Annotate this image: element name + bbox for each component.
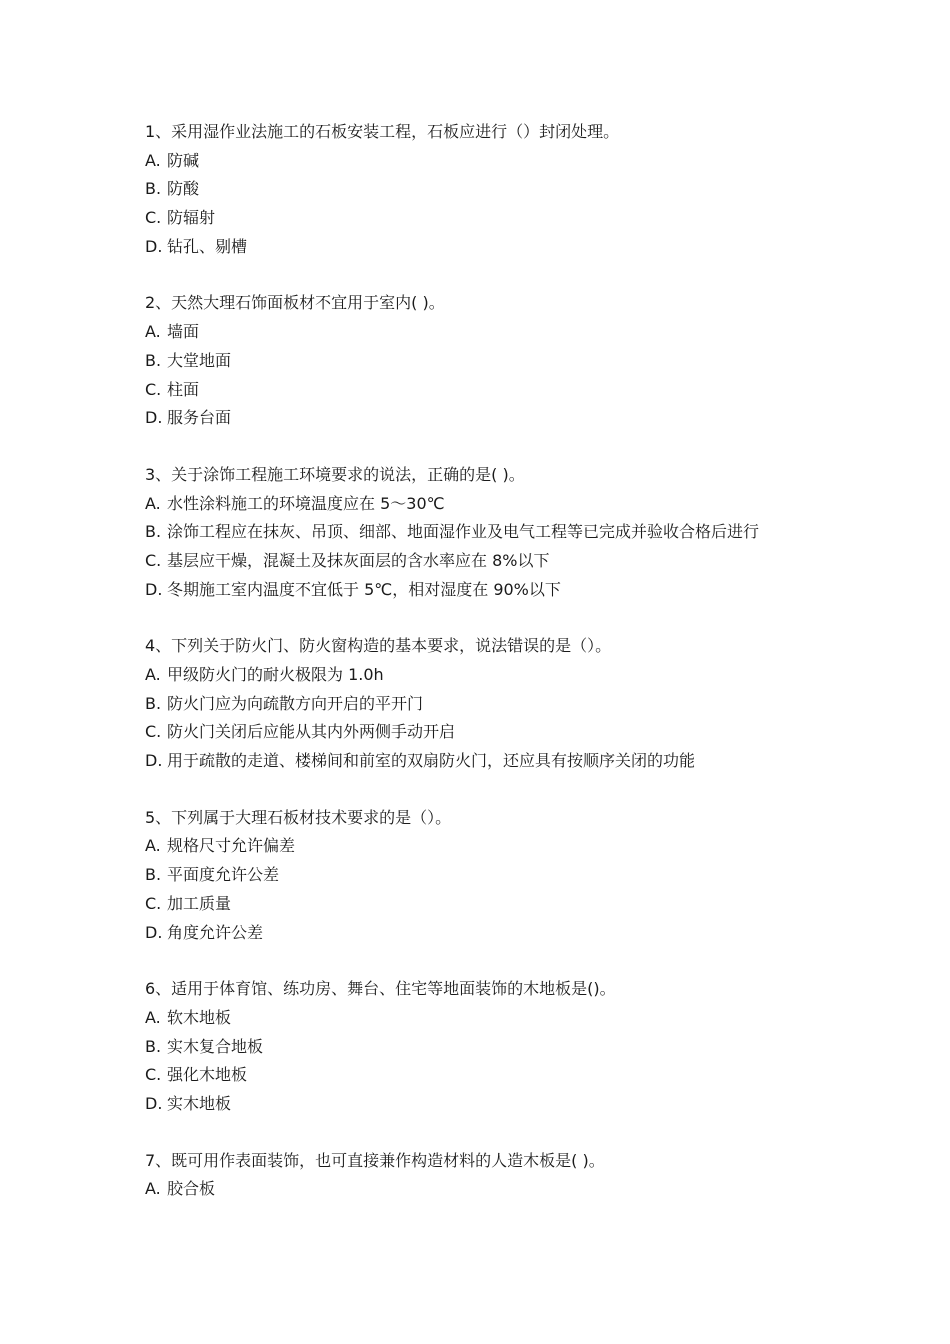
option-c — [145, 1061, 845, 1090]
option-text: 用于疏散的走道、楼梯间和前室的双扇防火门，还应具有按顺序关闭的功能 — [167, 751, 696, 771]
option-a — [145, 147, 845, 176]
question-stem: 2、天然大理石饰面板材不宜用于室内( )。 — [145, 293, 445, 313]
question-3 — [145, 461, 845, 604]
question-5 — [145, 804, 845, 947]
option-a — [145, 490, 845, 519]
option-b — [145, 861, 845, 890]
option-letter: D. — [145, 236, 163, 256]
option-letter: A. — [145, 493, 161, 513]
question-stem: 4、下列关于防火门、防火窗构造的基本要求，说法错误的是（）。 — [145, 636, 612, 656]
option-text: 软木地板 — [167, 1007, 232, 1027]
question-stem: 7、既可用作表面装饰，也可直接兼作构造材料的人造木板是( )。 — [145, 1150, 605, 1170]
option-c — [145, 376, 845, 405]
option-letter: A. — [145, 322, 161, 342]
option-d — [145, 1090, 845, 1119]
option-text: 基层应干燥，混凝土及抹灰面层的含水率应在 8%以下 — [167, 550, 550, 570]
option-text: 防辐射 — [167, 208, 216, 228]
option-letter: B. — [145, 522, 162, 542]
option-text: 甲级防火门的耐火极限为 1.0h — [167, 665, 384, 684]
option-text: 胶合板 — [167, 1179, 216, 1199]
option-letter: B. — [145, 693, 162, 713]
question-stem: 3、关于涂饰工程施工环境要求的说法，正确的是( )。 — [145, 464, 525, 484]
option-text: 墙面 — [167, 322, 200, 342]
option-text: 防火门应为向疏散方向开启的平开门 — [167, 693, 424, 713]
question-4 — [145, 632, 845, 775]
option-letter: D. — [145, 751, 163, 771]
option-letter: D. — [145, 1093, 163, 1113]
option-letter: A. — [145, 665, 161, 684]
question-stem: 6、适用于体育馆、练功房、舞台、住宅等地面装饰的木地板是()。 — [145, 979, 616, 999]
option-letter: C. — [145, 1065, 162, 1085]
option-text: 平面度允许公差 — [167, 865, 280, 885]
option-letter: C. — [145, 208, 162, 228]
option-text: 强化木地板 — [167, 1065, 248, 1085]
option-text: 防火门关闭后应能从其内外两侧手动开启 — [167, 722, 456, 742]
option-c — [145, 204, 845, 233]
option-text: 冬期施工室内温度不宜低于 5℃，相对湿度在 90%以下 — [167, 579, 561, 599]
option-letter: A. — [145, 150, 161, 170]
option-a — [145, 661, 845, 690]
option-text: 防酸 — [167, 179, 200, 199]
option-a — [145, 1004, 845, 1033]
question-2 — [145, 289, 845, 432]
option-text: 涂饰工程应在抹灰、吊顶、细部、地面湿作业及电气工程等已完成并验收合格后进行 — [167, 522, 760, 542]
option-c — [145, 547, 845, 576]
option-letter: D. — [145, 579, 163, 599]
option-text: 规格尺寸允许偏差 — [167, 836, 296, 856]
option-b — [145, 518, 845, 547]
question-7 — [145, 1147, 845, 1204]
option-a — [145, 1175, 845, 1204]
option-b — [145, 1033, 845, 1062]
option-d — [145, 576, 845, 605]
option-text: 钻孔、剔槽 — [167, 236, 248, 256]
option-d — [145, 404, 845, 433]
option-b — [145, 175, 845, 204]
option-text: 角度允许公差 — [167, 922, 264, 942]
question-1 — [145, 118, 845, 261]
option-d — [145, 919, 845, 948]
option-d — [145, 233, 845, 262]
option-letter: C. — [145, 893, 162, 913]
option-letter: B. — [145, 865, 162, 885]
option-letter: B. — [145, 179, 162, 199]
option-letter: C. — [145, 722, 162, 742]
option-text: 柱面 — [167, 379, 200, 399]
option-letter: A. — [145, 1007, 161, 1027]
option-letter: D. — [145, 922, 163, 942]
option-letter: C. — [145, 550, 162, 570]
option-text: 实木复合地板 — [167, 1036, 264, 1056]
option-text: 防碱 — [167, 150, 200, 170]
option-letter: A. — [145, 1179, 161, 1199]
question-6 — [145, 975, 845, 1118]
question-stem: 1、采用湿作业法施工的石板安装工程，石板应进行（）封闭处理。 — [145, 122, 620, 141]
question-list — [145, 118, 845, 1232]
option-a — [145, 318, 845, 347]
option-letter: B. — [145, 350, 162, 370]
option-a — [145, 832, 845, 861]
option-text: 水性涂料施工的环境温度应在 5～30℃ — [167, 493, 445, 513]
option-d — [145, 747, 845, 776]
option-text: 实木地板 — [167, 1093, 232, 1113]
option-letter: D. — [145, 408, 163, 428]
option-letter: A. — [145, 836, 161, 856]
option-c — [145, 718, 845, 747]
option-text: 服务台面 — [167, 408, 232, 428]
question-stem: 5、下列属于大理石板材技术要求的是（）。 — [145, 807, 452, 827]
option-text: 大堂地面 — [167, 350, 232, 370]
option-c — [145, 890, 845, 919]
option-b — [145, 347, 845, 376]
option-b — [145, 690, 845, 719]
option-letter: B. — [145, 1036, 162, 1056]
option-letter: C. — [145, 379, 162, 399]
option-text: 加工质量 — [167, 893, 232, 913]
